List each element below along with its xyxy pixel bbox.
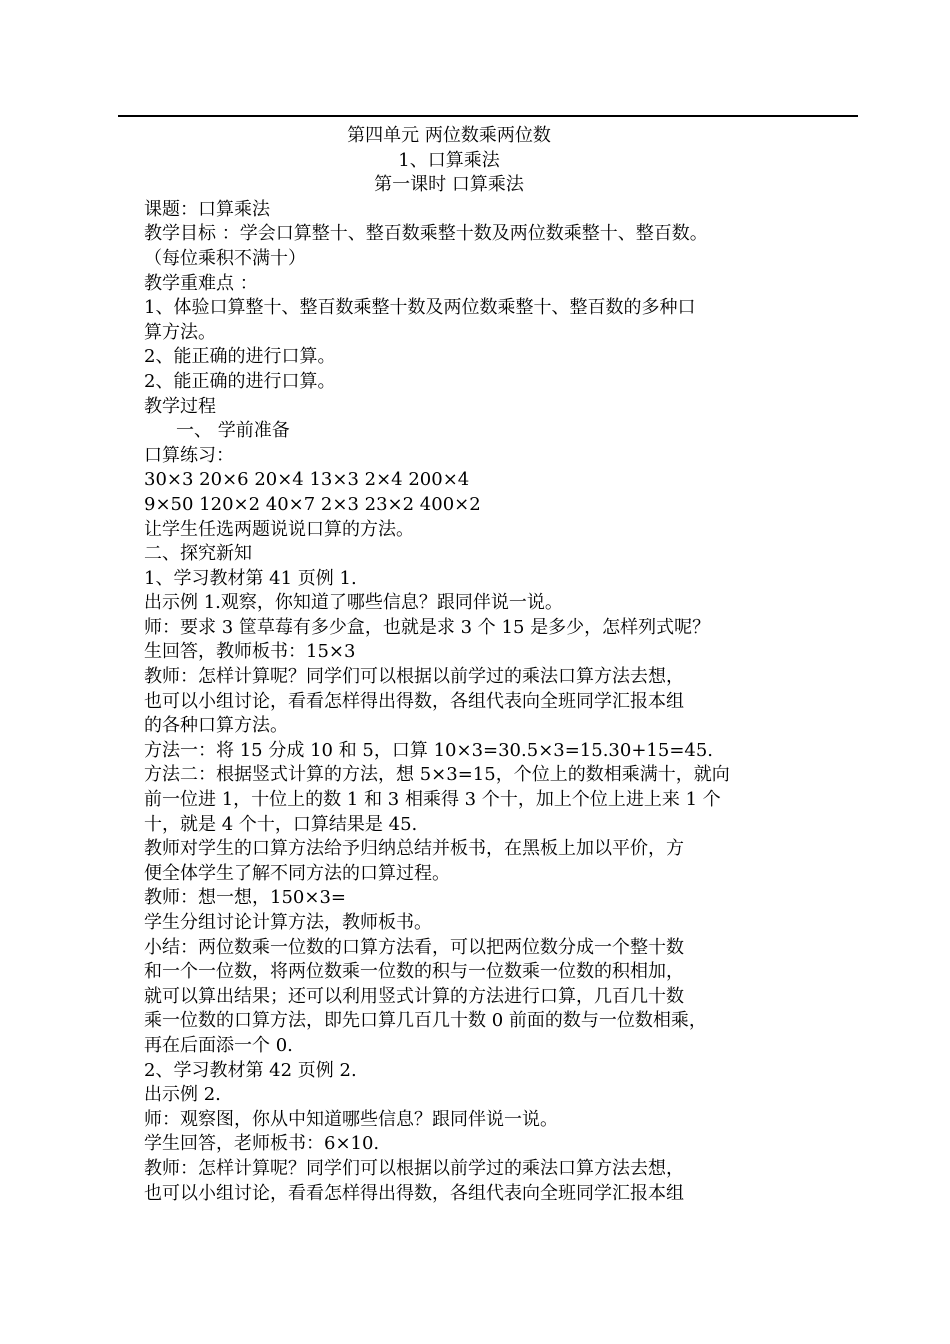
method-two-line: 方法二：根据竖式计算的方法，想 5×3=15，个位上的数相乘满十，就向 xyxy=(144,764,730,786)
paragraph-line: 十，就是 4 个十，口算结果是 45. xyxy=(144,813,418,835)
practice-instruction: 让学生任选两题说说口算的方法。 xyxy=(144,518,414,540)
paragraph-line: 也可以小组讨论，看看怎样得出得数，各组代表向全班同学汇报本组 xyxy=(144,1182,684,1204)
paragraph-line: 便全体学生了解不同方法的口算过程。 xyxy=(144,862,450,884)
paragraph-line: 的各种口算方法。 xyxy=(144,715,288,737)
method-one-line: 方法一：将 15 分成 10 和 5，口算 10×3=30.5×3=15.30+15=45. xyxy=(144,739,714,761)
summary-line: 和一个一位数，将两位数乘一位数的积与一位数乘一位数的积相加， xyxy=(144,961,684,983)
example-2-heading: 2、学习教材第 42 页例 2. xyxy=(144,1059,357,1081)
objective-note: （每位乘积不满十） xyxy=(144,247,306,269)
key-point-2-repeat: 2、能正确的进行口算。 xyxy=(144,370,336,392)
header-rule xyxy=(118,115,858,117)
paragraph-line: 生回答，教师板书：15×3 xyxy=(144,641,356,663)
paragraph-line: 学生分组讨论计算方法，教师板书。 xyxy=(144,912,432,933)
paragraph-line: 师：要求 3 筐草莓有多少盒，也就是求 3 个 15 是多少，怎样列式呢？ xyxy=(144,616,711,638)
practice-row-2: 9×50 120×2 40×7 2×3 23×2 400×2 xyxy=(144,493,481,515)
paragraph-line: 教师：怎样计算呢？同学们可以根据以前学过的乘法口算方法去想， xyxy=(144,666,684,688)
paragraph-line: 出示例 2. xyxy=(144,1084,221,1106)
key-points-heading: 教学重难点 ： xyxy=(144,272,258,294)
document-body xyxy=(144,124,834,1206)
paragraph-line: 教师：怎样计算呢？同学们可以根据以前学过的乘法口算方法去想， xyxy=(144,1157,684,1179)
paragraph-line: 前一位进 1，十位上的数 1 和 3 相乘得 3 个十，加上个位上进上来 1 个 xyxy=(144,789,721,811)
summary-line: 再在后面添一个 0. xyxy=(144,1034,293,1056)
objective-line: 教学目标 ：学会口算整十、整百数乘整十数及两位数乘整十、整百数。 xyxy=(144,223,708,245)
paragraph-line: 教师对学生的口算方法给予归纳总结并板书，在黑板上加以平价，方 xyxy=(144,838,684,860)
paragraph-line: 出示例 1.观察，你知道了哪些信息？跟同伴说一说。 xyxy=(144,592,563,614)
unit-title: 第四单元 两位数乘两位数 xyxy=(347,125,551,146)
practice-heading: 口算练习： xyxy=(144,444,234,466)
process-heading: 教学过程 xyxy=(144,395,216,417)
lesson-title: 第一课时 口算乘法 xyxy=(374,174,524,196)
practice-row-1: 30×3 20×6 20×4 13×3 2×4 200×4 xyxy=(144,469,470,491)
key-point-1b: 算方法。 xyxy=(144,321,216,343)
summary-line: 乘一位数的口算方法，即先口算几百几十数 0 前面的数与一位数相乘， xyxy=(144,1010,707,1032)
paragraph-line: 师：观察图，你从中知道哪些信息？跟同伴说一说。 xyxy=(144,1108,558,1130)
topic-line: 课题：口算乘法 xyxy=(144,198,270,220)
example-1-heading: 1、学习教材第 41 页例 1. xyxy=(144,567,357,589)
summary-line: 小结：两位数乘一位数的口算方法看，可以把两位数分成一个整十数 xyxy=(144,936,684,958)
paragraph-line: 也可以小组讨论，看看怎样得出得数，各组代表向全班同学汇报本组 xyxy=(144,690,684,712)
summary-line: 就可以算出结果；还可以利用竖式计算的方法进行口算，几百几十数 xyxy=(144,985,684,1007)
section-title: 1、口算乘法 xyxy=(398,149,500,171)
key-point-2: 2、能正确的进行口算。 xyxy=(144,346,336,368)
step-two-heading: 二、探究新知 xyxy=(144,543,252,565)
key-point-1a: 1、体验口算整十、整百数乘整十数及两位数乘整十、整百数的多种口 xyxy=(144,297,696,319)
paragraph-line: 教师：想一想，150×3= xyxy=(144,887,346,909)
step-one-heading: 一、 学前准备 xyxy=(176,420,290,442)
paragraph-line: 学生回答，老师板书：6×10. xyxy=(144,1133,380,1155)
